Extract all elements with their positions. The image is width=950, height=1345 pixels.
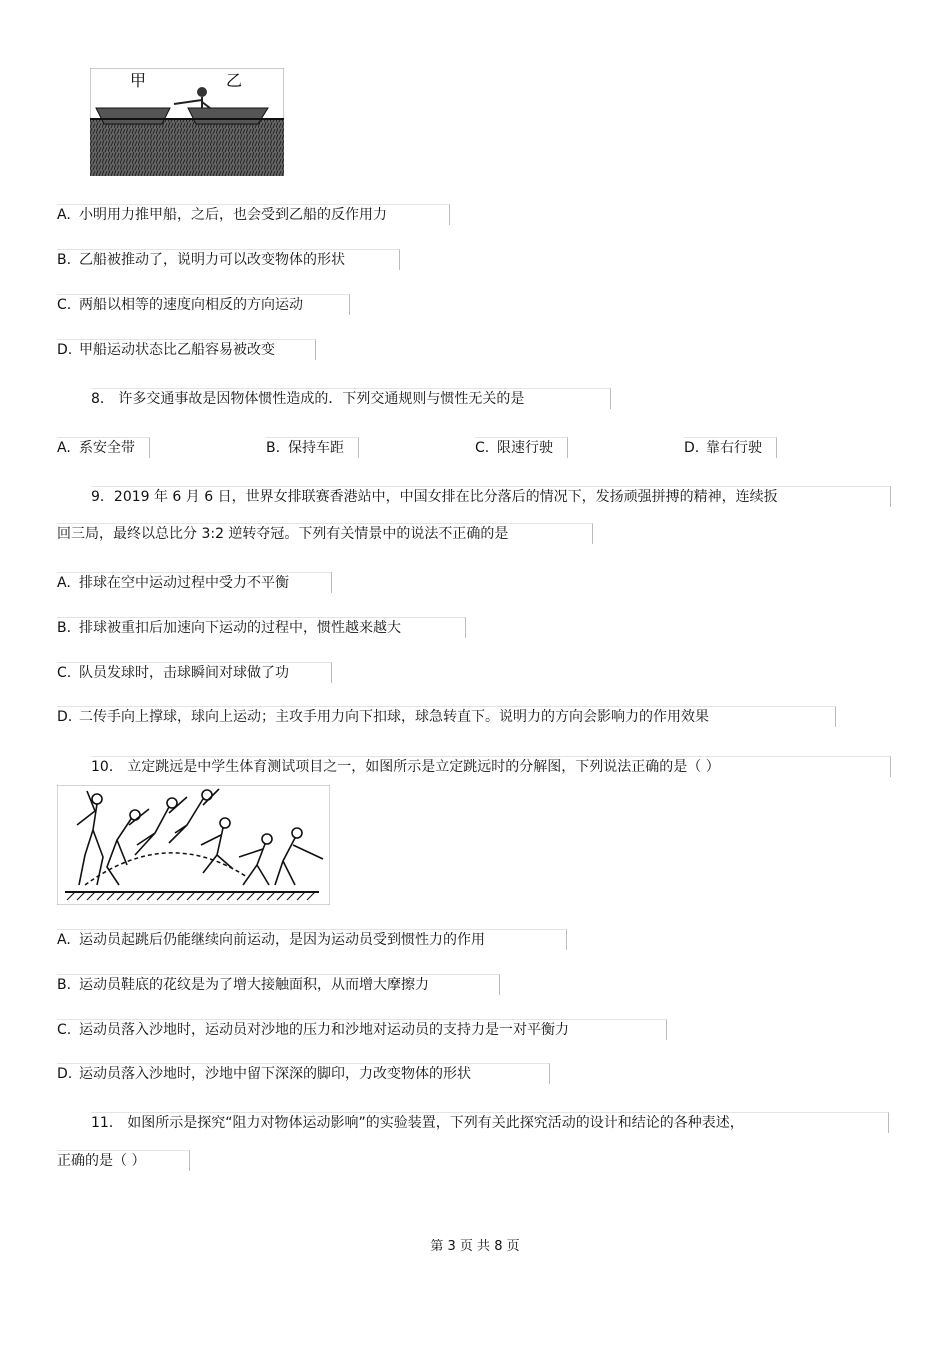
q10-option-a[interactable] <box>57 929 567 950</box>
option-text: 保持车距 <box>288 440 344 456</box>
option-text: 靠右行驶 <box>706 440 762 456</box>
q8-option-b[interactable] <box>266 437 359 458</box>
q11-stem-line1: 11． 如图所示是探究“阻力对物体运动影响”的实验装置，下列有关此探究活动的设计和结论的各种表述， <box>91 1112 889 1133</box>
option-label: B. <box>57 252 72 268</box>
q9-option-a[interactable] <box>57 572 332 593</box>
q8-option-d[interactable] <box>684 437 777 458</box>
long-jump-illustration <box>57 785 330 905</box>
option-text: 甲船运动状态比乙船容易被改变 <box>79 342 275 358</box>
q8-option-a[interactable] <box>57 437 150 458</box>
q10-option-c[interactable] <box>57 1019 667 1040</box>
boats-figure <box>90 68 284 176</box>
boat-label-b: 乙 <box>226 71 243 90</box>
option-label: C. <box>57 1022 72 1038</box>
option-text: 运动员起跳后仍能继续向前运动，是因为运动员受到惯性力的作用 <box>79 932 485 948</box>
q8-option-c[interactable] <box>475 437 568 458</box>
option-label: C. <box>475 440 490 456</box>
boats-illustration <box>90 68 284 176</box>
option-text: 限速行驶 <box>497 440 553 456</box>
option-text: 运动员落入沙地时，沙地中留下深深的脚印，力改变物体的形状 <box>79 1066 471 1082</box>
option-label: A. <box>57 932 71 948</box>
option-label: C. <box>57 297 72 313</box>
option-label: C. <box>57 665 72 681</box>
option-text: 运动员落入沙地时，运动员对沙地的压力和沙地对运动员的支持力是一对平衡力 <box>79 1022 569 1038</box>
option-text: 运动员鞋底的花纹是为了增大接触面积，从而增大摩擦力 <box>79 977 429 993</box>
option-label: D. <box>684 440 700 456</box>
page-footer: 第 3 页 共 8 页 <box>430 1239 520 1254</box>
q7-option-c[interactable] <box>57 294 350 315</box>
q9-option-b[interactable] <box>57 617 466 638</box>
option-text: 乙船被推动了，说明力可以改变物体的形状 <box>79 252 345 268</box>
option-text: 队员发球时，击球瞬间对球做了功 <box>79 665 289 681</box>
q7-option-a[interactable] <box>57 204 450 225</box>
q9-stem-line1: 9．2019 年 6 月 6 日，世界女排联赛香港站中，中国女排在比分落后的情况下，发扬顽强拼搏的精神，连续扳 <box>91 486 891 507</box>
option-label: B. <box>57 620 72 636</box>
option-text: 排球被重扣后加速向下运动的过程中，惯性越来越大 <box>79 620 401 636</box>
q10-stem: 10． 立定跳远是中学生体育测试项目之一，如图所示是立定跳远时的分解图，下列说法正确的是（ ） <box>91 756 891 777</box>
long-jump-figure <box>57 785 330 905</box>
q10-option-d[interactable] <box>57 1063 550 1084</box>
option-text: 两船以相等的速度向相反的方向运动 <box>79 297 303 313</box>
option-text: 二传手向上撑球，球向上运动；主攻手用力向下扣球，球急转直下。说明力的方向会影响力的作用效果 <box>79 709 709 725</box>
q10-option-b[interactable] <box>57 974 500 995</box>
q8-stem: 8． 许多交通事故是因物体惯性造成的．下列交通规则与惯性无关的是 <box>91 388 611 409</box>
q9-option-c[interactable] <box>57 662 332 683</box>
option-label: D. <box>57 1066 73 1082</box>
q9-option-d[interactable] <box>57 706 836 727</box>
option-label: D. <box>57 342 73 358</box>
q9-stem-line2: 回三局，最终以总比分 3:2 逆转夺冠。下列有关情景中的说法不正确的是 <box>57 523 593 544</box>
q7-option-b[interactable] <box>57 249 400 270</box>
option-label: A. <box>57 575 71 591</box>
option-label: B. <box>266 440 281 456</box>
option-label: A. <box>57 440 71 456</box>
q7-option-d[interactable] <box>57 339 316 360</box>
option-label: D. <box>57 709 73 725</box>
option-label: A. <box>57 207 71 223</box>
option-text: 系安全带 <box>79 440 135 456</box>
option-label: B. <box>57 977 72 993</box>
boat-label-a: 甲 <box>130 71 147 90</box>
option-text: 排球在空中运动过程中受力不平衡 <box>79 575 289 591</box>
option-text: 小明用力推甲船，之后，也会受到乙船的反作用力 <box>79 207 387 223</box>
q11-stem-line2: 正确的是（ ） <box>57 1150 190 1171</box>
